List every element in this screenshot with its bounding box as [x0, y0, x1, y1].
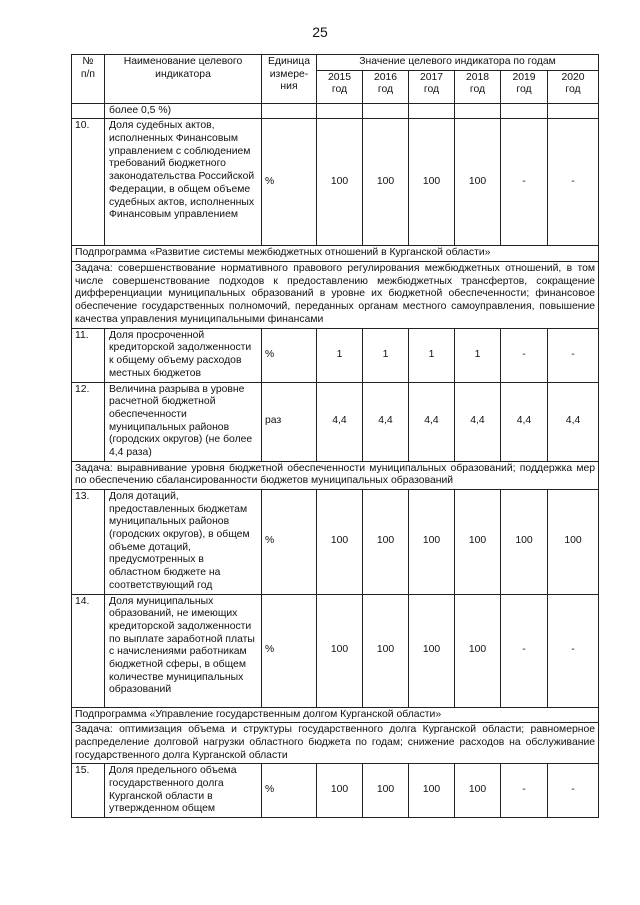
row-value-2020: -: [548, 764, 599, 818]
row-name: Доля судебных актов, исполненных Финансовым управлением с соблюдением требований бюджетного законодательства Российской Федерации, в общем объеме судебных актов, исполненных Финансовым управлением: [105, 119, 262, 246]
row-value-2016: 100: [363, 490, 409, 595]
row-value-2018: 100: [455, 764, 501, 818]
row-value-2015: 100: [317, 119, 363, 246]
task-row: [72, 723, 599, 764]
row-value-2016: 4,4: [363, 382, 409, 461]
row-value-2017: 4,4: [409, 382, 455, 461]
row-value-2018: 4,4: [455, 382, 501, 461]
row-unit: %: [262, 764, 317, 818]
task-text: Задача: выравнивание уровня бюджетной обеспеченности муниципальных образований; поддержка мер по обеспечению сбалансированности бюджетов муниципальных образований: [72, 461, 599, 489]
row-unit: %: [262, 119, 317, 246]
row-value-2020: -: [548, 328, 599, 382]
task-text: Задача: оптимизация объема и структуры государственного долга Курганской области; равномерное распределение долговой нагрузки областного бюджета по годам; снижение расходов на обслуживание государственного долга Курганской области: [72, 723, 599, 764]
header-name: Наименование целевого индикатора: [105, 55, 262, 104]
header-year-2020: 2020 год: [548, 70, 599, 103]
row-value-2019: -: [501, 764, 548, 818]
continuation-text: более 0,5 %): [105, 103, 262, 119]
row-name: Величина разрыва в уровне расчетной бюджетной обеспеченности муниципальных районов (городских округов) (не более 4,4 раза): [105, 382, 262, 461]
table-row: [72, 490, 599, 595]
row-value-2020: -: [548, 119, 599, 246]
row-name: Доля предельного объема государственного долга Курганской области в утвержденном общем: [105, 764, 262, 818]
row-value-2020: -: [548, 594, 599, 707]
row-num: 14.: [72, 594, 105, 707]
row-unit: раз: [262, 382, 317, 461]
task-row: [72, 262, 599, 328]
row-value-2019: -: [501, 328, 548, 382]
row-value-2019: -: [501, 119, 548, 246]
row-value-2015: 1: [317, 328, 363, 382]
row-value-2015: 100: [317, 594, 363, 707]
page-number: 25: [312, 24, 328, 40]
row-value-2018: 100: [455, 490, 501, 595]
row-unit: %: [262, 328, 317, 382]
header-year-2019: 2019 год: [501, 70, 548, 103]
row-num: 13.: [72, 490, 105, 595]
row-value-2017: 1: [409, 328, 455, 382]
table-row: [72, 328, 599, 382]
subprogram-title: Подпрограмма «Развитие системы межбюджетных отношений в Курганской области»: [72, 246, 599, 262]
header-unit: Единица измере- ния: [262, 55, 317, 104]
row-num: 12.: [72, 382, 105, 461]
row-value-2018: 100: [455, 119, 501, 246]
row-value-2019: 100: [501, 490, 548, 595]
row-value-2015: 100: [317, 764, 363, 818]
row-value-2019: -: [501, 594, 548, 707]
header-years-group: Значение целевого индикатора по годам: [317, 55, 599, 71]
table-row: [72, 594, 599, 707]
header-row: [72, 55, 599, 71]
task-text: Задача: совершенствование нормативного правового регулирования межбюджетных отношений, в том числе совершенствование подходов к предоставлению межбюджетных трансфертов, сокращение дифференциации муниципальных образований в уровне их бюджетной обеспеченности; финансовое обеспечение государственных полномочий, переданных органам местного самоуправления, повышение качества управления муниципальными финансами: [72, 262, 599, 328]
table-row: [72, 119, 599, 246]
continuation-num: [72, 103, 105, 119]
subprogram-row: [72, 246, 599, 262]
header-year-2018: 2018 год: [455, 70, 501, 103]
row-value-2017: 100: [409, 119, 455, 246]
subprogram-title: Подпрограмма «Управление государственным долгом Курганской области»: [72, 707, 599, 723]
row-value-2017: 100: [409, 764, 455, 818]
row-num: 11.: [72, 328, 105, 382]
row-name: Доля дотаций, предоставленных бюджетам муниципальных районов (городских округов), в общем объеме дотаций, предусмотренных в областном бюджете на соответствующий год: [105, 490, 262, 595]
row-value-2018: 100: [455, 594, 501, 707]
header-num: № п/п: [72, 55, 105, 104]
row-value-2018: 1: [455, 328, 501, 382]
row-value-2015: 100: [317, 490, 363, 595]
table-row: [72, 764, 599, 818]
row-name: Доля муниципальных образований, не имеющих кредиторской задолженности по выплате заработной платы с начислениями работникам бюджетной сферы, в общем количестве муниципальных образований: [105, 594, 262, 707]
table-row: [72, 382, 599, 461]
row-value-2017: 100: [409, 490, 455, 595]
row-num: 10.: [72, 119, 105, 246]
header-year-2017: 2017 год: [409, 70, 455, 103]
row-value-2017: 100: [409, 594, 455, 707]
row-num: 15.: [72, 764, 105, 818]
row-unit: %: [262, 490, 317, 595]
header-year-2015: 2015 год: [317, 70, 363, 103]
row-value-2015: 4,4: [317, 382, 363, 461]
row-value-2020: 4,4: [548, 382, 599, 461]
row-value-2016: 100: [363, 119, 409, 246]
continuation-row: [72, 103, 599, 119]
row-value-2016: 100: [363, 764, 409, 818]
row-value-2016: 100: [363, 594, 409, 707]
row-unit: %: [262, 594, 317, 707]
indicator-table: [71, 54, 599, 818]
row-value-2019: 4,4: [501, 382, 548, 461]
row-value-2016: 1: [363, 328, 409, 382]
row-value-2020: 100: [548, 490, 599, 595]
subprogram-row: [72, 707, 599, 723]
row-name: Доля просроченной кредиторской задолженности к общему объему расходов местных бюджетов: [105, 328, 262, 382]
task-row: [72, 461, 599, 489]
header-year-2016: 2016 год: [363, 70, 409, 103]
